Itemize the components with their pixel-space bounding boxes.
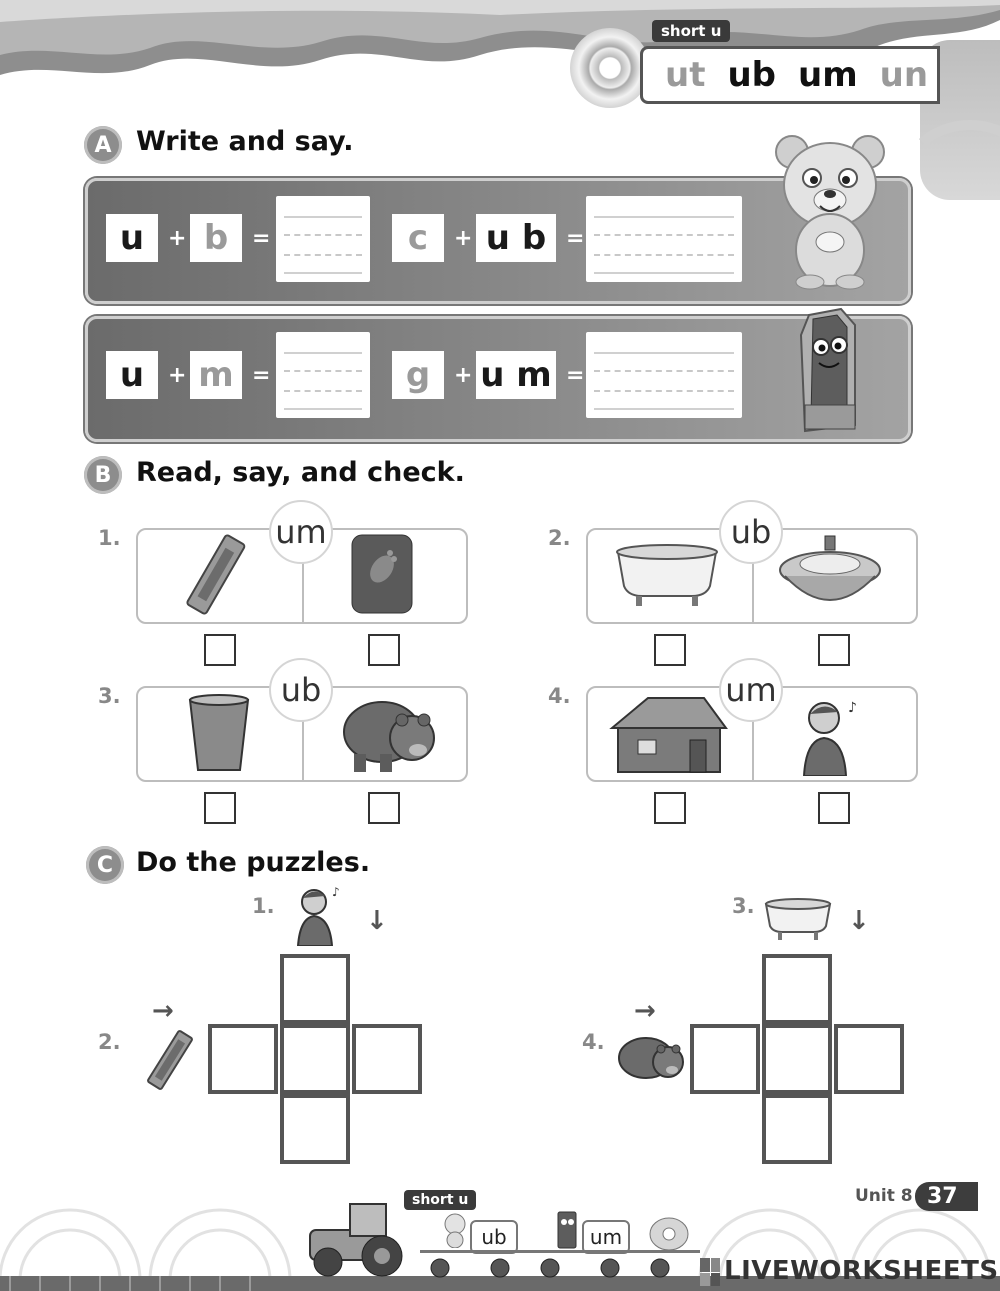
item-number: 1. (98, 526, 121, 550)
tile-g-row2: g (392, 351, 444, 399)
clue-number: 4. (582, 1030, 605, 1054)
gum-pack-mascot-icon (556, 1210, 578, 1250)
bear-cub-icon (340, 692, 440, 776)
crossword-cell[interactable] (690, 1024, 760, 1094)
crossword-cell[interactable] (762, 954, 832, 1024)
checkbox[interactable] (204, 634, 236, 666)
right-arrow-icon: → (634, 996, 656, 1026)
crossword-cell[interactable] (352, 1024, 422, 1094)
checkbox[interactable] (368, 634, 400, 666)
header-word-1: ut (665, 55, 706, 95)
train-wheels (420, 1256, 700, 1280)
down-arrow-icon: ↓ (366, 906, 388, 936)
equals-sign: = (252, 226, 271, 251)
svg-text:♪: ♪ (848, 700, 857, 716)
bear-mascot-icon (440, 1212, 470, 1248)
crossword-grid-right (690, 954, 910, 1170)
checkbox[interactable] (654, 634, 686, 666)
header-tag: short u (652, 20, 730, 42)
bear-mascot-icon (770, 130, 890, 290)
checkbox[interactable] (368, 792, 400, 824)
section-b-title: Read, say, and check. (136, 457, 465, 488)
spinning-top-icon (775, 534, 885, 614)
tile-u-row2: u (106, 351, 158, 399)
answer-box-2[interactable] (586, 196, 742, 282)
unit-label: Unit 8 (855, 1186, 913, 1206)
cup-icon (186, 694, 252, 774)
plus-sign: + (168, 226, 187, 251)
sound-bubble: ub (269, 658, 333, 722)
train-wagon-2: um (582, 1220, 630, 1254)
equals-sign: = (252, 363, 271, 388)
equals-sign: = (566, 226, 585, 251)
answer-box-1[interactable] (276, 196, 370, 282)
checkbox[interactable] (204, 792, 236, 824)
crossword-cell[interactable] (208, 1024, 278, 1094)
header-word-4: un (879, 55, 929, 95)
answer-box-4[interactable] (586, 332, 742, 418)
humming-boy-icon (296, 884, 344, 946)
tile-m-row2: m (190, 351, 242, 399)
item-number: 4. (548, 684, 571, 708)
bathtub-icon (762, 894, 834, 942)
tile-u-row1: u (106, 214, 158, 262)
crossword-cell[interactable] (834, 1024, 904, 1094)
gum-stick-icon (144, 1030, 196, 1090)
plus-sign: + (454, 226, 473, 251)
section-b-badge: B (84, 456, 122, 494)
crossword-cell[interactable] (280, 1024, 350, 1094)
liveworksheets-brand: LIVEWORKSHEETS (724, 1256, 999, 1286)
equals-sign: = (566, 363, 585, 388)
tile-c-row1: c (392, 214, 444, 262)
cabin-hut-icon (608, 694, 730, 776)
section-a-badge: A (84, 126, 122, 164)
scroll-roll-icon (648, 1216, 690, 1252)
sound-bubble: ub (719, 500, 783, 564)
gum-pack-mascot-icon (795, 305, 865, 435)
footer-tag: short u (404, 1190, 476, 1210)
side-curtain-rings (900, 120, 1000, 240)
section-a-title: Write and say. (136, 126, 354, 157)
header-word-2: ub (727, 55, 777, 95)
crossword-grid-left (208, 954, 428, 1170)
train-wagon-1: ub (470, 1220, 518, 1254)
down-arrow-icon: ↓ (848, 906, 870, 936)
sound-bubble: um (269, 500, 333, 564)
right-arrow-icon: → (152, 996, 174, 1026)
crossword-cell[interactable] (762, 1094, 832, 1164)
item-number: 2. (548, 526, 571, 550)
checkbox[interactable] (654, 792, 686, 824)
page-number: 37 (915, 1182, 978, 1211)
crossword-cell[interactable] (280, 1094, 350, 1164)
crossword-cell[interactable] (280, 954, 350, 1024)
item-number: 3. (98, 684, 121, 708)
plus-sign: + (168, 363, 187, 388)
checkbox[interactable] (818, 634, 850, 666)
phonics-word-bar (640, 46, 940, 104)
bathtub-icon (612, 540, 722, 610)
humming-boy-icon (800, 696, 866, 776)
clue-number: 3. (732, 894, 755, 918)
bear-cub-icon (616, 1030, 686, 1086)
scroll-roll-icon (570, 28, 650, 108)
liveworksheets-logo-icon (700, 1258, 720, 1286)
crossword-cell[interactable] (762, 1024, 832, 1094)
tile-ub-row1: u b (476, 214, 556, 262)
gum-stick-icon (180, 532, 250, 616)
section-c-title: Do the puzzles. (136, 847, 371, 878)
checkbox[interactable] (818, 792, 850, 824)
tile-b-row1: b (190, 214, 242, 262)
sound-bubble: um (719, 658, 783, 722)
tractor-icon (300, 1200, 420, 1280)
answer-box-3[interactable] (276, 332, 370, 418)
svg-text:♪: ♪ (332, 885, 340, 899)
header-word-3: um (798, 55, 858, 95)
clue-number: 2. (98, 1030, 121, 1054)
clue-number: 1. (252, 894, 275, 918)
section-c-badge: C (86, 846, 124, 884)
plus-sign: + (454, 363, 473, 388)
tile-um-row2: u m (476, 351, 556, 399)
footprint-in-mud-icon (350, 533, 414, 615)
